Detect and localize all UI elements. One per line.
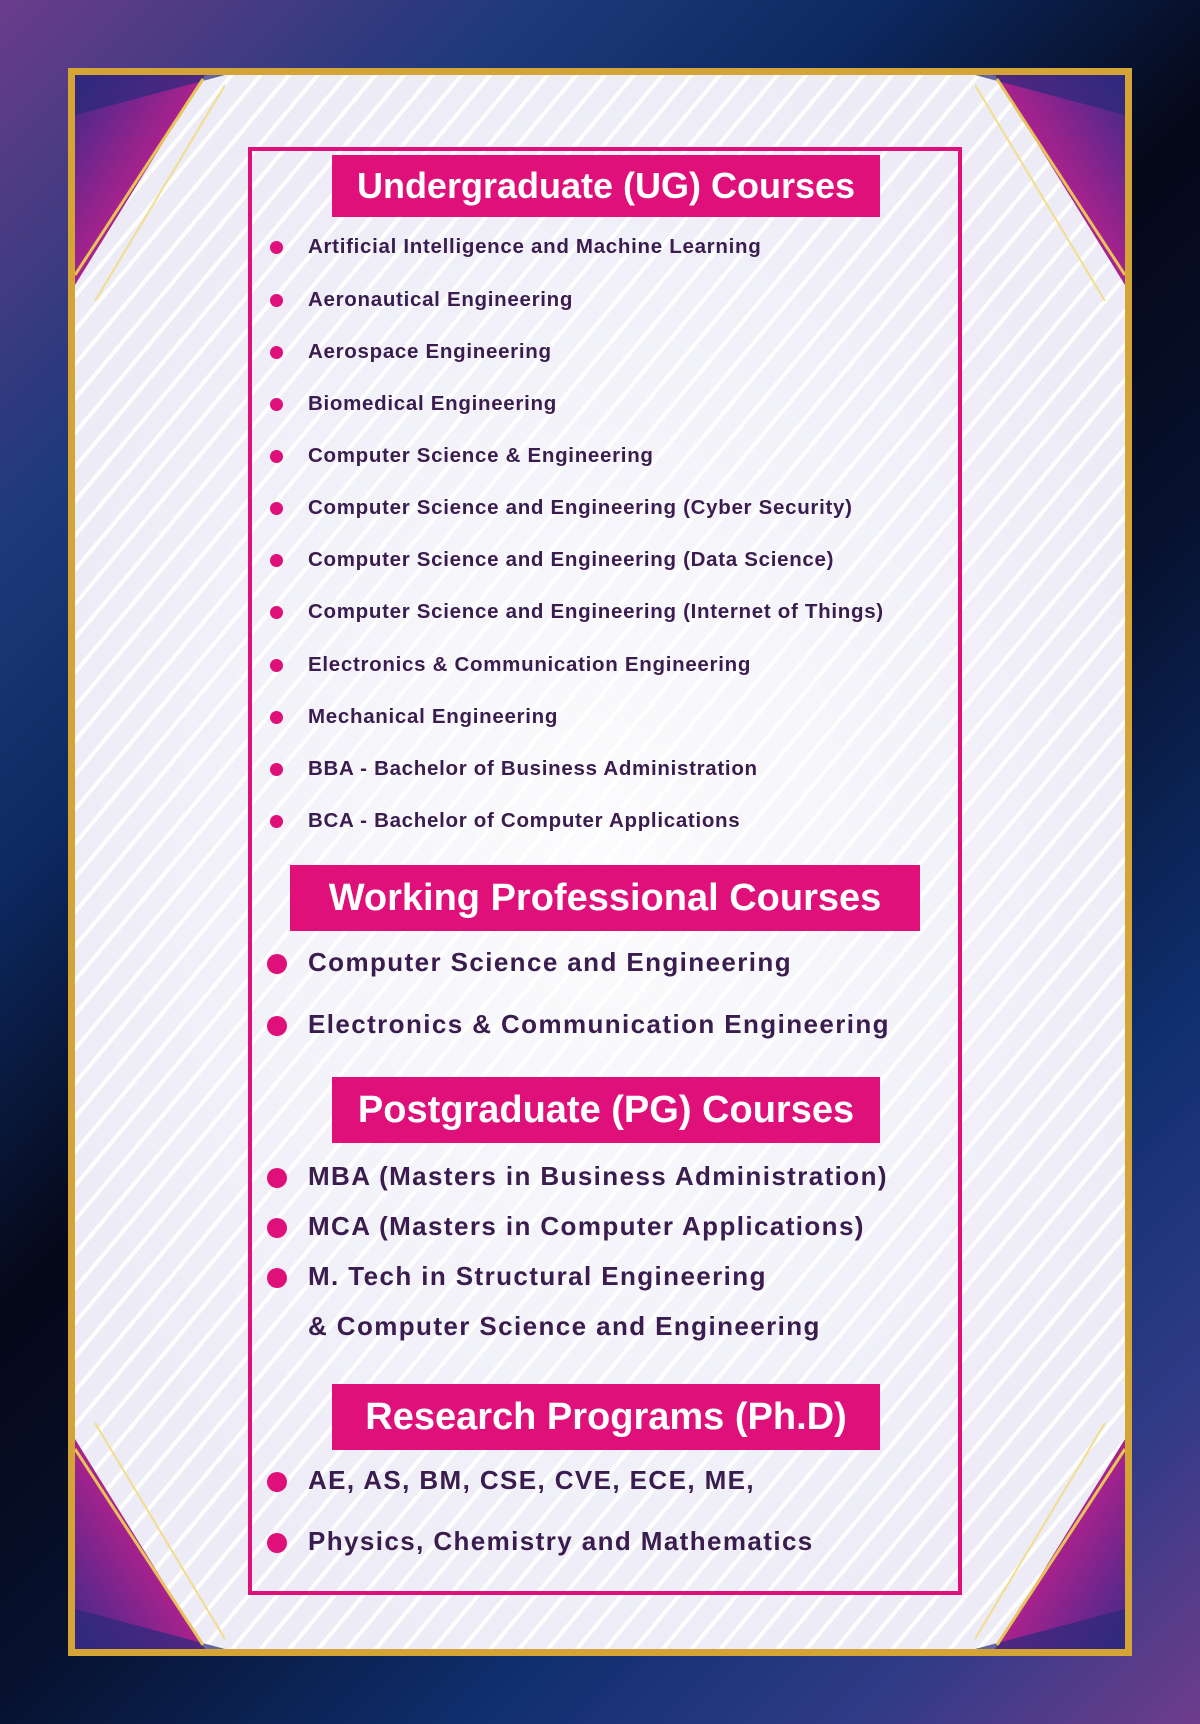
list-item: Aeronautical Engineering xyxy=(252,288,958,318)
list-item: MBA (Masters in Business Administration) xyxy=(252,1161,958,1201)
corner-ornament xyxy=(75,75,225,305)
bullet-icon xyxy=(267,1472,287,1492)
list-item: Computer Science and Engineering (Data Science) xyxy=(252,548,958,578)
bullet-icon xyxy=(270,606,283,619)
bullet-icon xyxy=(270,815,283,828)
list-item: MCA (Masters in Computer Applications) xyxy=(252,1211,958,1251)
section-title-research: Research Programs (Ph.D) xyxy=(332,1384,880,1450)
section-title-ug: Undergraduate (UG) Courses xyxy=(332,155,880,217)
list-item: Biomedical Engineering xyxy=(252,392,958,422)
bullet-icon xyxy=(270,450,283,463)
list-item: M. Tech in Structural Engineering xyxy=(252,1261,958,1301)
section-title-working-professional: Working Professional Courses xyxy=(290,865,920,931)
bullet-icon xyxy=(267,1218,287,1238)
course-list-frame xyxy=(248,147,962,1595)
list-item: AE, AS, BM, CSE, CVE, ECE, ME, xyxy=(252,1465,958,1505)
list-item: Computer Science and Engineering (Cyber Security) xyxy=(252,496,958,526)
list-item: Computer Science and Engineering xyxy=(252,947,958,987)
section-title-pg: Postgraduate (PG) Courses xyxy=(332,1077,880,1143)
bullet-icon xyxy=(270,398,283,411)
list-item: Physics, Chemistry and Mathematics xyxy=(252,1526,958,1566)
bullet-icon xyxy=(270,346,283,359)
list-item: Electronics & Communication Engineering xyxy=(252,1009,958,1049)
list-item: Computer Science & Engineering xyxy=(252,444,958,474)
bullet-icon xyxy=(267,1168,287,1188)
bullet-icon xyxy=(267,1016,287,1036)
bullet-icon xyxy=(270,241,283,254)
poster-card xyxy=(68,68,1132,1656)
list-item: Computer Science and Engineering (Internet of Things) xyxy=(252,600,958,630)
bullet-icon xyxy=(267,1268,287,1288)
list-item: BBA - Bachelor of Business Administration xyxy=(252,757,958,787)
bullet-icon xyxy=(270,554,283,567)
bullet-icon xyxy=(270,763,283,776)
list-item: Electronics & Communication Engineering xyxy=(252,653,958,683)
list-item: Aerospace Engineering xyxy=(252,340,958,370)
bullet-icon xyxy=(267,1533,287,1553)
list-item-continuation: & Computer Science and Engineering xyxy=(308,1311,821,1341)
corner-ornament xyxy=(975,1419,1125,1649)
list-item: BCA - Bachelor of Computer Applications xyxy=(252,809,958,839)
bullet-icon xyxy=(270,659,283,672)
bullet-icon xyxy=(267,954,287,974)
corner-ornament xyxy=(975,75,1125,305)
bullet-icon xyxy=(270,294,283,307)
list-item: Mechanical Engineering xyxy=(252,705,958,735)
bullet-icon xyxy=(270,711,283,724)
list-item: Artificial Intelligence and Machine Learning xyxy=(252,235,958,265)
corner-ornament xyxy=(75,1419,225,1649)
bullet-icon xyxy=(270,502,283,515)
